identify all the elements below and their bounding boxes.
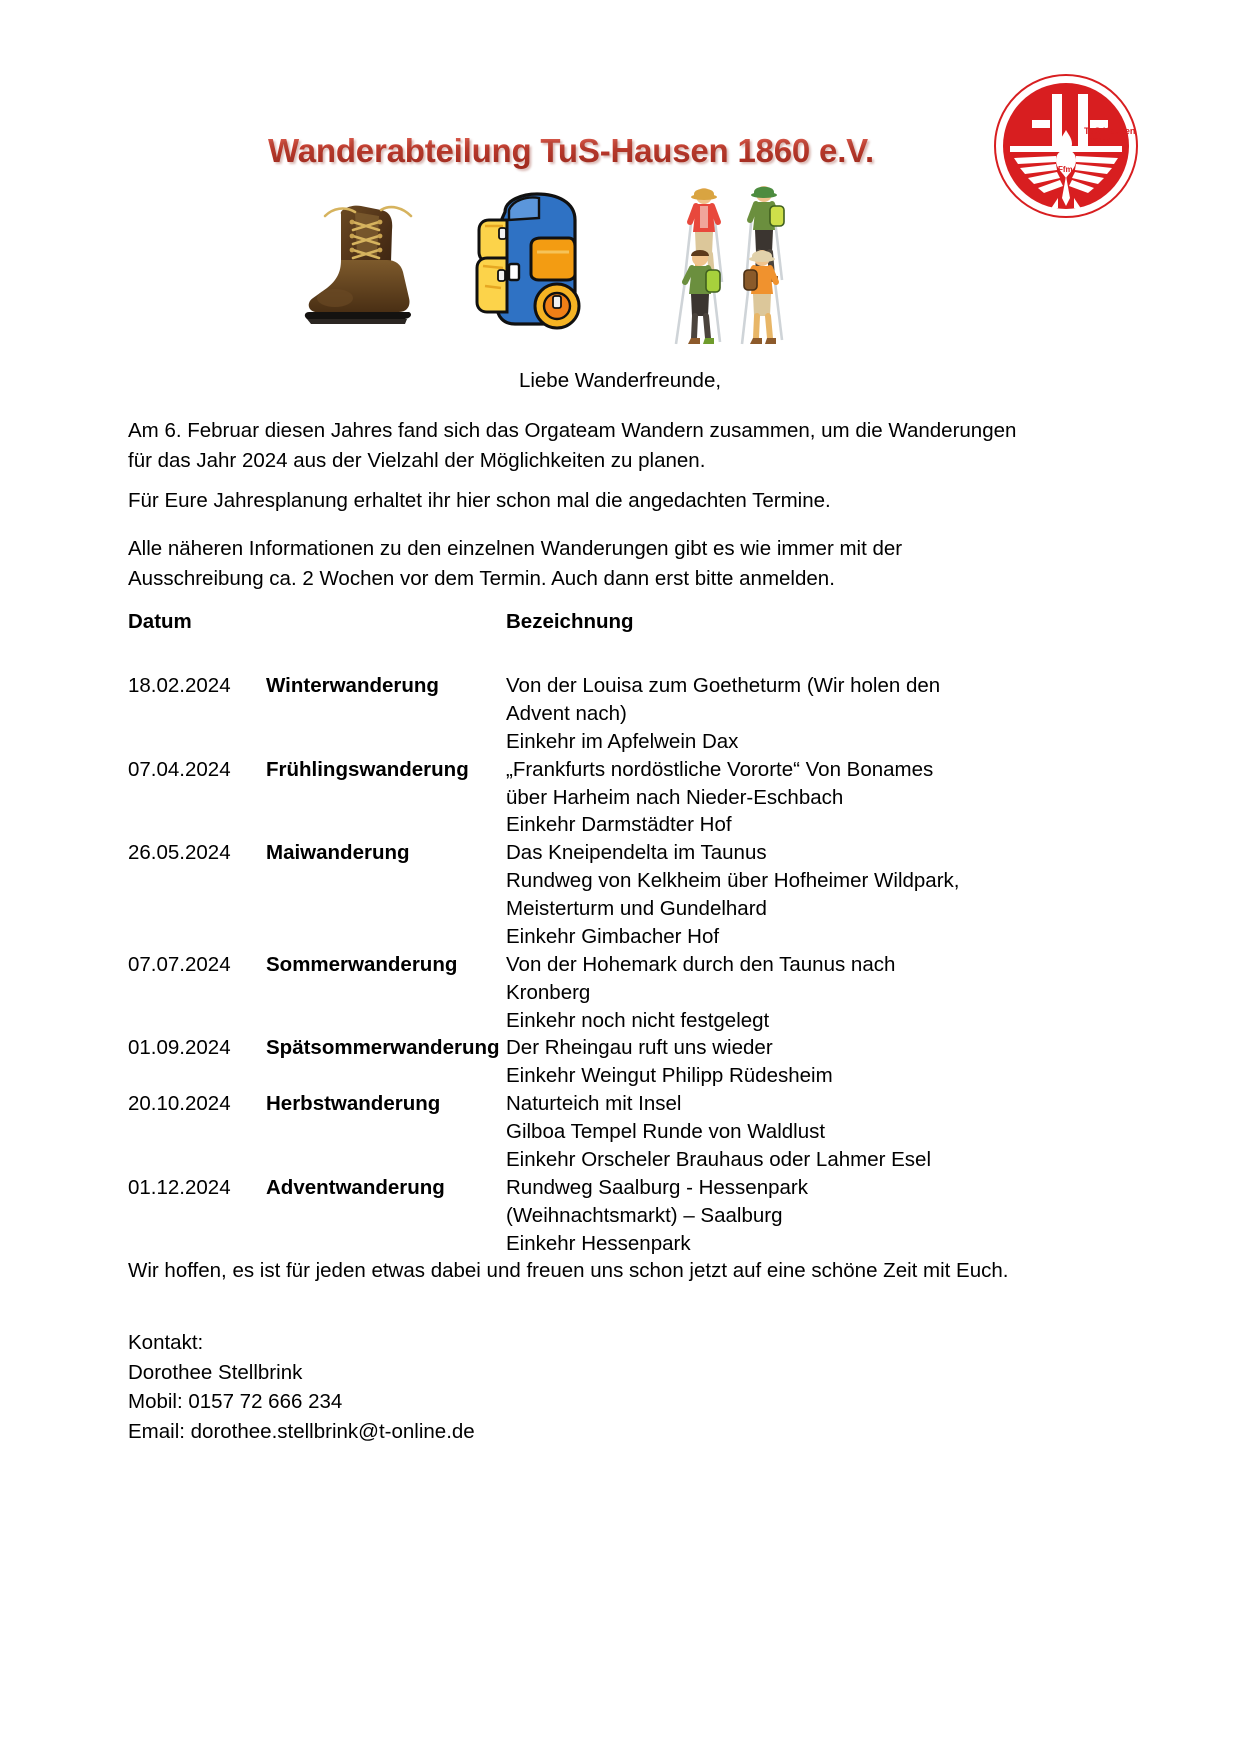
hike-description-line: Gilboa Tempel Runde von Waldlust: [506, 1120, 826, 1143]
hike-description-line: Advent nach): [506, 701, 627, 725]
column-header-name: [266, 610, 506, 672]
hike-name: Herbstwanderung: [266, 1092, 441, 1116]
hike-date: 01.12.2024: [128, 1175, 231, 1199]
hike-description-line: Einkehr Hessenpark: [506, 1231, 691, 1255]
hike-description: [506, 1034, 1108, 1090]
hike-name: Frühlingswanderung: [266, 757, 469, 781]
table-row: [128, 672, 1108, 756]
table-row: [128, 756, 1108, 840]
intro-paragraph-2: Für Eure Jahresplanung erhaltet ihr hier schon mal die angedachten Termine.: [128, 489, 831, 512]
hike-description-line: Einkehr Orscheler Brauhaus oder Lahmer Esel: [506, 1147, 932, 1171]
hike-description: [506, 756, 1108, 840]
hike-description-line: Einkehr Weingut Philipp Rüdesheim: [506, 1064, 833, 1088]
table-header-row: [128, 610, 1108, 672]
hike-description-line: Einkehr im Apfelwein Dax: [506, 729, 739, 753]
document-header: [0, 0, 1240, 360]
hike-description-line: Von der Louisa zum Goetheturm (Wir holen den: [506, 674, 941, 697]
hike-date: 26.05.2024: [128, 841, 231, 865]
column-header-date: Datum: [128, 610, 192, 633]
backpack-image: [465, 190, 600, 330]
hike-description-line: Naturteich mit Insel: [506, 1092, 682, 1116]
hiking-schedule-table: [128, 610, 1108, 1257]
hike-description-line: Einkehr Darmstädter Hof: [506, 813, 732, 837]
hike-description-line: Einkehr Gimbacher Hof: [506, 924, 720, 948]
contact-block: [128, 1328, 828, 1446]
hike-description: [506, 672, 1108, 756]
hike-description-line: Das Kneipendelta im Taunus: [506, 841, 767, 865]
table-row: [128, 951, 1108, 1035]
hike-description-line: Rundweg Saalburg - Hessenpark: [506, 1175, 808, 1199]
contact-name: Dorothee Stellbrink: [128, 1360, 303, 1384]
table-row: [128, 1034, 1108, 1090]
hike-name: Winterwanderung: [266, 674, 439, 697]
hike-name: Sommerwanderung: [266, 952, 458, 976]
column-header-description: Bezeichnung: [506, 610, 634, 633]
hike-description-line: Einkehr noch nicht festgelegt: [506, 1008, 770, 1032]
logo-main-text: TuS Hausen: [1084, 126, 1136, 136]
hike-description-line: (Weihnachtsmarkt) – Saalburg: [506, 1203, 783, 1227]
hike-description-line: über Harheim nach Nieder-Eschbach: [506, 785, 844, 809]
intro-paragraph-1: Am 6. Februar diesen Jahres fand sich das Orgateam Wandern zusammen, um die Wanderungen für das Jahr 2024 aus der Vielzahl der Möglichkeiten zu planen.: [128, 419, 1017, 472]
logo-bottom-text: Ffm: [1058, 165, 1073, 174]
contact-label: Kontakt:: [128, 1331, 204, 1354]
hike-date: 07.07.2024: [128, 952, 231, 976]
hike-date: 01.09.2024: [128, 1036, 231, 1060]
hike-description: [506, 1090, 1108, 1174]
hike-description-line: Rundweg von Kelkheim über Hofheimer Wildpark,: [506, 869, 960, 893]
hike-description: [506, 1174, 1108, 1258]
page-title: Wanderabteilung TuS-Hausen 1860 e.V.: [268, 132, 874, 169]
tus-hausen-eagle-logo: [992, 72, 1140, 220]
hike-name: Spätsommerwanderung: [266, 1036, 500, 1060]
hike-date: 18.02.2024: [128, 674, 231, 697]
table-row: [128, 1174, 1108, 1258]
hike-description-line: Kronberg: [506, 980, 591, 1004]
logo-sub-text: 1860 e.V.: [1090, 138, 1111, 144]
hike-description-line: „Frankfurts nordöstliche Vororte“ Von Bonames: [506, 757, 934, 781]
hike-date: 20.10.2024: [128, 1092, 231, 1116]
hikers-group-image: [670, 178, 825, 348]
contact-email: Email: dorothee.stellbrink@t-online.de: [128, 1419, 475, 1443]
hike-description: [506, 951, 1108, 1035]
hike-description-line: Von der Hohemark durch den Taunus nach: [506, 952, 896, 976]
table-row: [128, 1090, 1108, 1174]
hike-description-line: Der Rheingau ruft uns wieder: [506, 1036, 773, 1060]
closing-paragraph: Wir hoffen, es ist für jeden etwas dabei und freuen uns schon jetzt auf eine schöne Zeit mit Euch.: [128, 1259, 1009, 1282]
salutation: Liebe Wanderfreunde,: [518, 369, 722, 392]
hike-description: [506, 839, 1108, 951]
intro-paragraph-3: Alle näheren Informationen zu den einzelnen Wanderungen gibt es wie immer mit der Ausschreibung ca. 2 Wochen vor dem Termin. Auch dann erst bitte anmelden.: [128, 537, 903, 590]
hike-date: 07.04.2024: [128, 757, 231, 781]
hike-name: Maiwanderung: [266, 841, 410, 865]
table-row: [128, 839, 1108, 951]
schedule-table-body: [128, 672, 1108, 1257]
contact-phone: Mobil: 0157 72 666 234: [128, 1390, 343, 1414]
hiking-boot-image: [295, 186, 445, 336]
hike-name: Adventwanderung: [266, 1175, 445, 1199]
hike-description-line: Meisterturm und Gundelhard: [506, 897, 767, 920]
